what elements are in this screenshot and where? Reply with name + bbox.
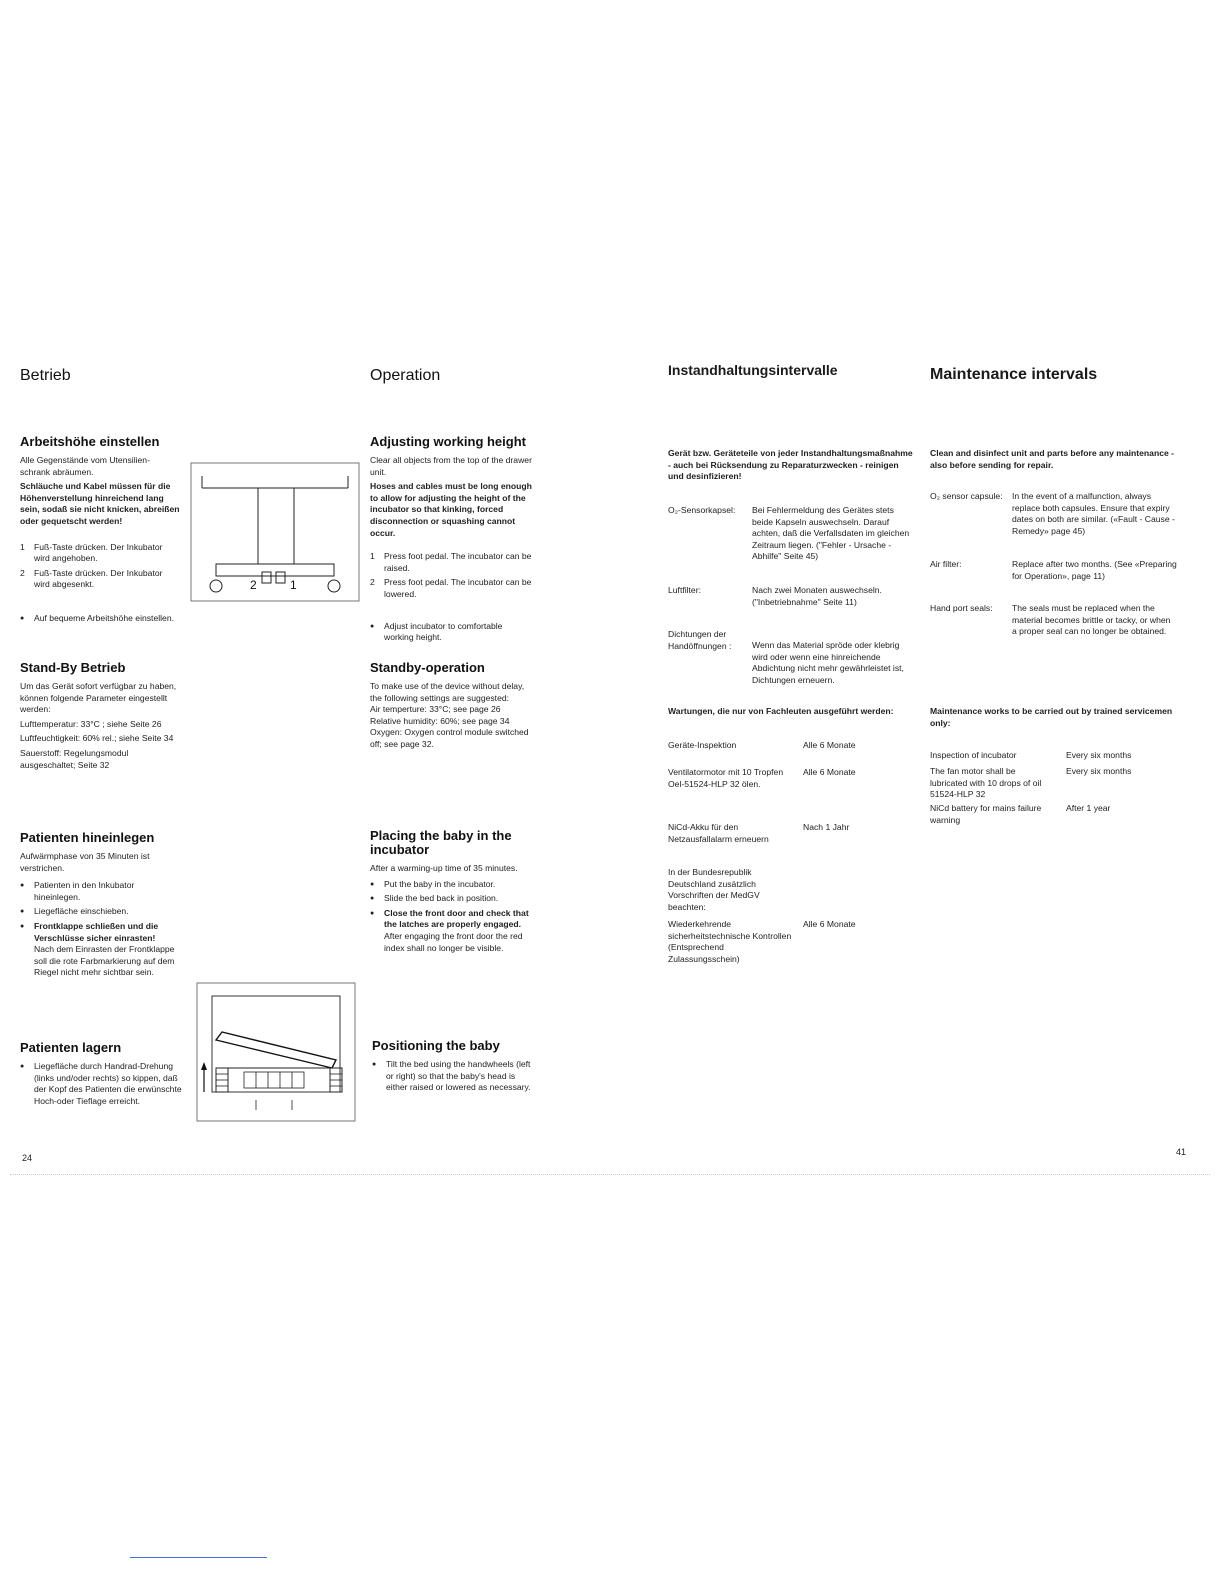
air-filter-label-en: Air filter: bbox=[930, 559, 962, 569]
hand-port-seals-text-en: The seals must be replaced when the material becomes brittle or tacky, or when a proper seal can no longer be obtained. bbox=[1012, 603, 1171, 637]
bottom-scan-edge bbox=[10, 1174, 1210, 1175]
hand-port-seals-label-en: Hand port seals: bbox=[930, 603, 993, 613]
safety-checks-label-de: Wiederkehrende sicherheitstechnische Kontrollen (Entsprechend Zulassungsschein) bbox=[668, 919, 792, 964]
bullet-item: ● Put the baby in the incubator. bbox=[370, 879, 535, 891]
paragraph: Aufwärmphase von 35 Minuten ist verstrichen. bbox=[20, 851, 150, 873]
bullet-item: ● Liegefläche einschieben. bbox=[20, 906, 182, 918]
header-betrieb: Betrieb bbox=[20, 367, 71, 384]
step-list bbox=[20, 542, 180, 591]
setting-line: Relative humidity: 60%; see page 34 bbox=[370, 715, 510, 726]
paragraph: After a warming-up time of 35 minutes. bbox=[370, 863, 518, 873]
bullet-list bbox=[20, 613, 180, 625]
nicd-battery-interval-de: Nach 1 Jahr bbox=[803, 822, 850, 832]
section-title-arbeitshoehe: Arbeitshöhe einstellen bbox=[20, 434, 160, 449]
section-title-placing-baby: Placing the baby in the incubator bbox=[370, 828, 512, 857]
header-maintenance-intervals: Maintenance intervals bbox=[930, 366, 1098, 383]
section-title-patienten-lagern: Patienten lagern bbox=[20, 1040, 122, 1055]
hand-port-seals-label-de: Dichtungen der Handöffnungen : bbox=[668, 629, 732, 651]
section-body-positioning-baby bbox=[372, 1059, 537, 1097]
inspection-label-de: Geräte-Inspektion bbox=[668, 740, 737, 750]
air-filter-label-de: Luftfilter: bbox=[668, 585, 701, 595]
section-title-patienten-hineinlegen: Patienten hineinlegen bbox=[20, 830, 155, 845]
page-number-right: 41 bbox=[1176, 1147, 1187, 1157]
inspection-interval-de: Alle 6 Monate bbox=[803, 740, 856, 750]
bullet-item: ● Frontklappe schließen und die Verschlüsse sicher einrasten! Nach dem Einrasten der Frontklappe soll die rote Farbmarkierung auf dem Riegel nicht mehr sichtbar sein. bbox=[20, 921, 182, 979]
expert-maintenance-title-en: Maintenance works to be carried out by trained servicemen only: bbox=[930, 706, 1173, 728]
section-title-standby-betrieb: Stand-By Betrieb bbox=[20, 660, 126, 675]
height-adjustment-figure bbox=[190, 462, 360, 602]
bullet-item: ● Tilt the bed using the handwheels (left or right) so that the baby's head is either raised or lowered as necessary. bbox=[372, 1059, 537, 1094]
paragraph: Luftfeuchtigkeit: 60% rel.; siehe Seite 34 bbox=[20, 733, 174, 744]
step-item: 1 Press foot pedal. The incubator can be raised. bbox=[370, 551, 532, 573]
section-body-standby-operation bbox=[370, 681, 535, 751]
bullet-list bbox=[372, 1059, 537, 1094]
bullet-item: ● Close the front door and check that the latches are properly engaged. After engaging the front door the red index shall no longer be visible. bbox=[370, 908, 535, 954]
figure-label-1: 1 bbox=[290, 578, 297, 592]
nicd-battery-label-de: NiCd-Akku für den Netzausfallalarm erneuern bbox=[668, 822, 769, 844]
step-list bbox=[370, 551, 532, 600]
fan-motor-label-de: Ventilatormotor mit 10 Tropfen Oel-51524-HLP 32 ölen. bbox=[668, 767, 784, 789]
bullet-item: ● Adjust incubator to comfortable working height. bbox=[370, 621, 532, 644]
setting-line: Air temperture: 33°C; see page 26 bbox=[370, 704, 501, 715]
step-item: 2 Press foot pedal. The incubator can be lowered. bbox=[370, 577, 532, 599]
hand-port-seals-text-de: Wenn das Material spröde oder klebrig wird oder wenn eine hinreichende Abdichtung nicht mehr gewährleistet ist, Dichtungen erneuern. bbox=[752, 640, 904, 685]
setting-line: Oxygen: Oxygen control module switched off; see page 32. bbox=[370, 727, 529, 749]
section-title-adjusting-height: Adjusting working height bbox=[370, 434, 526, 449]
fan-motor-interval-en: Every six months bbox=[1066, 766, 1132, 776]
paragraph: Clear all objects from the top of the drawer unit. bbox=[370, 455, 532, 477]
bullet-item: ● Liegefläche durch Handrad-Drehung (links und/oder rechts) so kippen, daß der Kopf des Patienten die erwünschte Hoch-oder Tieflage erreicht. bbox=[20, 1061, 182, 1107]
bullet-list bbox=[20, 880, 182, 979]
bullet-list bbox=[370, 621, 532, 644]
step-item: 1 Fuß-Taste drücken. Der Inkubator wird angehoben. bbox=[20, 541, 163, 564]
expert-maintenance-title-de: Wartungen, die nur von Fachleuten ausgeführt werden: bbox=[668, 706, 894, 716]
bullet-item: ● Auf bequeme Arbeitshöhe einstellen. bbox=[20, 613, 180, 625]
page-number-left: 24 bbox=[22, 1153, 33, 1163]
bullet-item: ● Slide the bed back in position. bbox=[370, 893, 535, 905]
fan-motor-interval-de: Alle 6 Monate bbox=[803, 767, 856, 777]
air-filter-text-en: Replace after two months. (See «Preparing for Operation», page 11) bbox=[1012, 559, 1177, 581]
paragraph: Sauerstoff: Regelungsmodul ausgeschaltet; Seite 32 bbox=[20, 747, 129, 770]
step-item: 2 Fuß-Taste drücken. Der Inkubator wird abgesenkt. bbox=[20, 567, 163, 590]
section-body-placing-baby bbox=[370, 863, 535, 957]
nicd-battery-label-en: NiCd battery for mains failure warning bbox=[930, 803, 1042, 825]
warning-paragraph: Hoses and cables must be long enough to allow for adjusting the height of the incubator so that kinking, forced disconnection or squashing cannot occur. bbox=[370, 481, 532, 538]
o2-sensor-label-de: O₂-Sensorkapsel: bbox=[668, 505, 736, 515]
figure-label-2: 2 bbox=[250, 578, 257, 592]
section-body-patienten-lagern bbox=[20, 1061, 182, 1110]
fan-motor-label-en: The fan motor shall be lubricated with 10 drops of oil 51524-HLP 32 bbox=[930, 766, 1042, 800]
inspection-interval-en: Every six months bbox=[1066, 750, 1132, 760]
safety-checks-interval-de: Alle 6 Monate bbox=[803, 919, 856, 929]
section-body-patienten-hineinlegen bbox=[20, 851, 182, 982]
inspection-label-en: Inspection of incubator bbox=[930, 750, 1017, 760]
bullet-item: ● Patienten in den Inkubator hineinlegen. bbox=[20, 880, 182, 903]
o2-sensor-label-en: O₂ sensor capsule: bbox=[930, 491, 1003, 501]
section-title-standby-operation: Standby-operation bbox=[370, 660, 485, 675]
bullet-list bbox=[370, 879, 535, 955]
section-body-standby-betrieb bbox=[20, 681, 182, 774]
warning-paragraph: Schläuche und Kabel müssen für die Höhenverstellung hinreichend lang sein, sodaß sie nicht knicken, abreißen oder gequetscht werden! bbox=[20, 481, 180, 526]
brd-regulations-note-de: In der Bundesrepublik Deutschland zusätzlich Vorschriften der MedGV beachten: bbox=[668, 867, 760, 912]
paragraph: Lufttemperatur: 33°C ; siehe Seite 26 bbox=[20, 718, 162, 729]
o2-sensor-text-en: In the event of a malfunction, always replace both capsules. Ensure that expiry dates on both are similar. («Fault - Cause - Remedy» page 45) bbox=[1012, 491, 1175, 536]
bullet-list bbox=[20, 1061, 182, 1107]
blue-rule bbox=[130, 1557, 267, 1558]
maintenance-intro-de: Gerät bzw. Geräteteile von jeder Instandhaltungsmaßnahme - auch bei Rücksendung zu Reparaturzwecken - reinigen und desinfizieren! bbox=[668, 448, 913, 482]
o2-sensor-text-de: Bei Fehlermeldung des Gerätes stets beide Kapseln auswechseln. Darauf achten, daß die Verfallsdaten im gleichen Zeitraum liegen. ("Fehler - Ursache - Abhilfe" Seite 45) bbox=[752, 505, 910, 562]
paragraph: Alle Gegenstände vom Utensilien-schrank abräumen. bbox=[20, 455, 150, 477]
paragraph: To make use of the device without delay, the following settings are suggested: bbox=[370, 681, 525, 703]
nicd-battery-interval-en: After 1 year bbox=[1066, 803, 1111, 813]
section-body-arbeitshoehe bbox=[20, 455, 180, 628]
section-title-positioning-baby: Positioning the baby bbox=[372, 1038, 500, 1053]
header-instandhaltungsintervalle: Instandhaltungsintervalle bbox=[668, 362, 838, 378]
header-operation: Operation bbox=[370, 367, 441, 384]
maintenance-intro-en: Clean and disinfect unit and parts before any maintenance - also before sending for repair. bbox=[930, 448, 1175, 470]
paragraph: Um das Gerät sofort verfügbar zu haben, können folgende Parameter eingestellt werden: bbox=[20, 681, 177, 715]
section-body-adjusting-height bbox=[370, 455, 532, 647]
air-filter-text-de: Nach zwei Monaten auswechseln. ("Inbetriebnahme" Seite 11) bbox=[752, 585, 882, 607]
bed-tilt-figure bbox=[196, 982, 356, 1122]
